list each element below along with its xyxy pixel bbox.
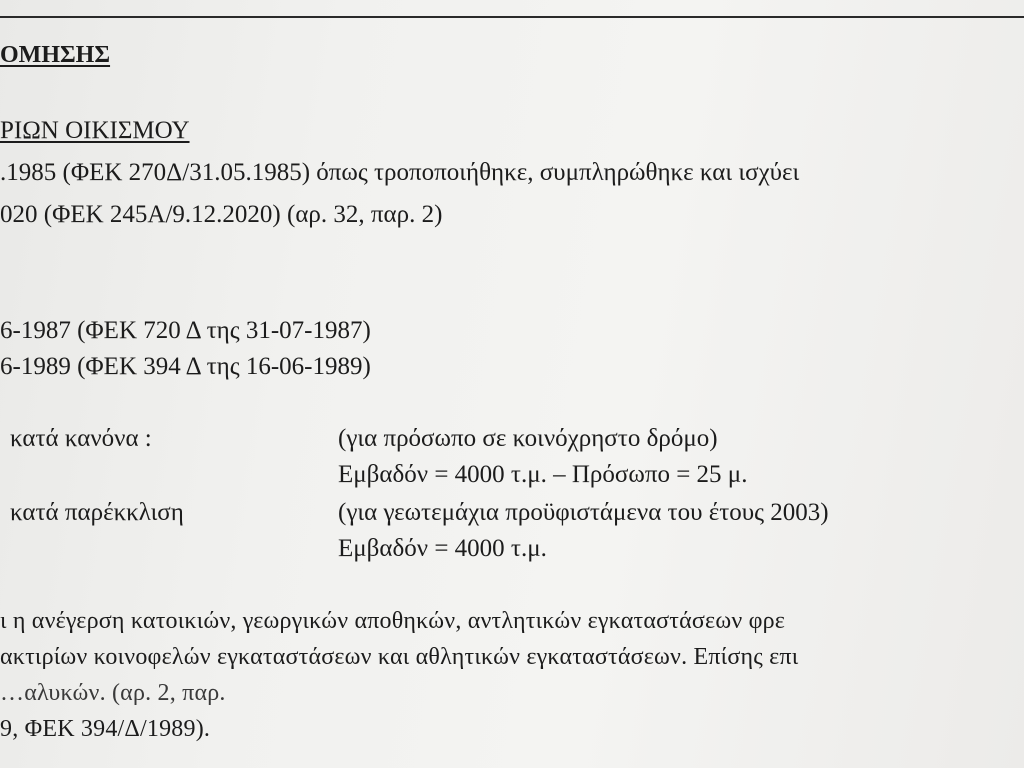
decree-line-2: 020 (ΦΕΚ 245Α/9.12.2020) (αρ. 32, παρ. 2) bbox=[0, 201, 443, 228]
paragraph-line-2: ακτιρίων κοινοφελών εγκαταστάσεων και αθλητικών εγκαταστάσεων. Επίσης επι bbox=[0, 644, 799, 670]
rule-values: Εμβαδόν = 4000 τ.μ. – Πρόσωπο = 25 μ. bbox=[338, 461, 748, 488]
fek-line-1: 6-1987 (ΦΕΚ 720 Δ της 31-07-1987) bbox=[0, 317, 371, 344]
exception-label: κατά παρέκκλιση bbox=[10, 499, 184, 526]
fek-line-2: 6-1989 (ΦΕΚ 394 Δ της 16-06-1989) bbox=[0, 353, 371, 380]
paragraph-line-3: …αλυκών. (αρ. 2, παρ. bbox=[0, 680, 226, 706]
exception-values: Εμβαδόν = 4000 τ.μ. bbox=[338, 535, 547, 562]
decree-line-1: .1985 (ΦΕΚ 270Δ/31.05.1985) όπως τροποποιήθηκε, συμπληρώθηκε και ισχύει bbox=[0, 159, 800, 186]
paragraph-line-4: 9, ΦΕΚ 394/Δ/1989). bbox=[0, 716, 211, 742]
rule-condition: (για πρόσωπο σε κοινόχρηστο δρόμο) bbox=[338, 425, 718, 452]
section-subheading: ΡΙΩΝ ΟΙΚΙΣΜΟΥ bbox=[0, 117, 190, 144]
top-rule bbox=[0, 16, 1024, 18]
exception-condition: (για γεωτεμάχια προϋφιστάμενα του έτους 2003) bbox=[338, 499, 829, 526]
rule-label: κατά κανόνα : bbox=[10, 425, 152, 452]
paragraph-line-1: ι η ανέγερση κατοικιών, γεωργικών αποθηκών, αντλητικών εγκαταστάσεων φρε bbox=[0, 608, 786, 634]
section-heading: ΟΜΗΣΗΣ bbox=[0, 42, 111, 68]
